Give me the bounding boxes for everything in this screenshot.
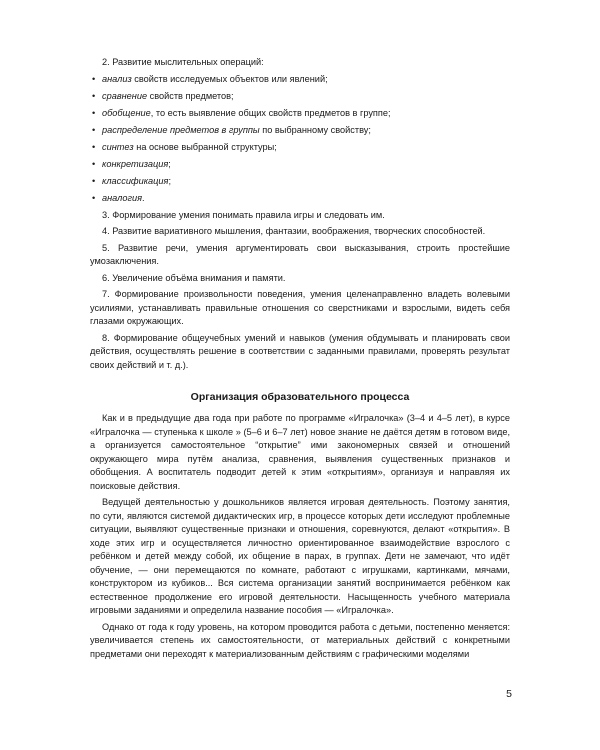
page-content bbox=[90, 56, 510, 664]
numbered-item-8: 8. Формирование общеучебных умений и навыков (умения обдумывать и планировать свои действия, осуществлять решение в соответствии с заданными правилами, проверять результат своих действий и т. д.). bbox=[90, 332, 510, 370]
numbered-item-3: 3. Формирование умения понимать правила игры и следовать им. bbox=[102, 209, 385, 220]
list-item bbox=[90, 175, 510, 189]
list-text: , то есть выявление общих свойств предметов в группе; bbox=[150, 107, 391, 118]
list-term: обобщение bbox=[102, 107, 151, 118]
list-term: конкретизация bbox=[102, 158, 169, 169]
list-item bbox=[90, 192, 510, 206]
list-item bbox=[90, 107, 510, 121]
list-text: на основе выбранной структуры; bbox=[133, 141, 277, 152]
numbered-item-4: 4. Развитие вариативного мышления, фантазии, воображения, творческих способностей. bbox=[102, 226, 486, 236]
list-item bbox=[90, 158, 510, 172]
numbered-item-5: 5. Развитие речи, умения аргументировать свои высказывания, строить простейшие умозаключения. bbox=[90, 242, 510, 266]
list-term: синтез bbox=[102, 141, 134, 152]
list-text: ; bbox=[168, 175, 171, 186]
list-text: по выбранному свойству; bbox=[259, 124, 371, 135]
list-term: сравнение bbox=[102, 90, 148, 101]
list-text: свойств предметов; bbox=[147, 90, 234, 101]
list-item bbox=[90, 90, 510, 104]
paragraph: Как и в предыдущие два года при работе по программе «Игралочка» (3–4 и 4–5 лет), в курсе «Игралочка — ступенька к школе » (5–6 и 6–7 лет) новое знание не даётся детям в готовом виде, а организуется самостоятельное “открытие” ими закономерных связей и отношений окружающего мира путём анализа, сравнения, выявления существенных признаков и обобщения. А воспитатель подводит детей к этим «открытиям», организуя и направляя их поисковые действия. bbox=[90, 413, 510, 491]
list-text: . bbox=[142, 192, 145, 203]
list-item bbox=[90, 73, 510, 87]
list-item bbox=[90, 124, 510, 138]
paragraph: Однако от года к году уровень, на котором проводится работа с детьми, постепенно меняется: увеличивается степень их самостоятельности, от материальных действий с конкретными предметами они переходят к материализованным действиям с графическими моделями bbox=[90, 621, 510, 659]
list-term: распределение предметов в группы bbox=[102, 124, 260, 135]
list-term: анализ bbox=[102, 73, 132, 84]
numbered-item-6: 6. Увеличение объёма внимания и памяти. bbox=[102, 272, 286, 283]
operations-list bbox=[90, 73, 510, 206]
section2-heading: 2. Развитие мыслительных операций: bbox=[102, 57, 264, 67]
list-text: свойств исследуемых объектов или явлений; bbox=[131, 73, 328, 84]
list-term: классификация bbox=[102, 175, 169, 186]
list-term: аналогия bbox=[102, 192, 143, 203]
list-item bbox=[90, 141, 510, 155]
list-text: ; bbox=[168, 158, 171, 169]
page-number: 5 bbox=[506, 688, 512, 700]
paragraph: Ведущей деятельностью у дошкольников является игровая деятельность. Поэтому занятия, по сути, являются системой дидактических игр, в процессе которых дети исследуют проблемные ситуации, выявляют существенные признаки и отношения, соревнуются, делают «открытия». В ходе этих игр и осуществляется личностно ориентированное взаимодействие взрослого с ребёнком и детей между собой, их общение в парах, в группах. Дети не замечают, что идёт обучение, — они перемещаются по комнате, работают с игрушками, картинками, мячами, конструктором из кубиков... Вся система организации занятий воспринимается ребёнком как естественное продолжение его игровой деятельности. Насыщенность учебного материала игровыми заданиями и определила название пособия — «Игралочка». bbox=[90, 497, 510, 615]
numbered-item-7: 7. Формирование произвольности поведения, умения целенаправленно владеть волевыми усилиями, устанавливать правильные отношения со сверстниками и взрослыми, видеть себя глазами окружающих. bbox=[90, 289, 510, 326]
section-title: Организация образовательного процесса bbox=[190, 391, 410, 403]
